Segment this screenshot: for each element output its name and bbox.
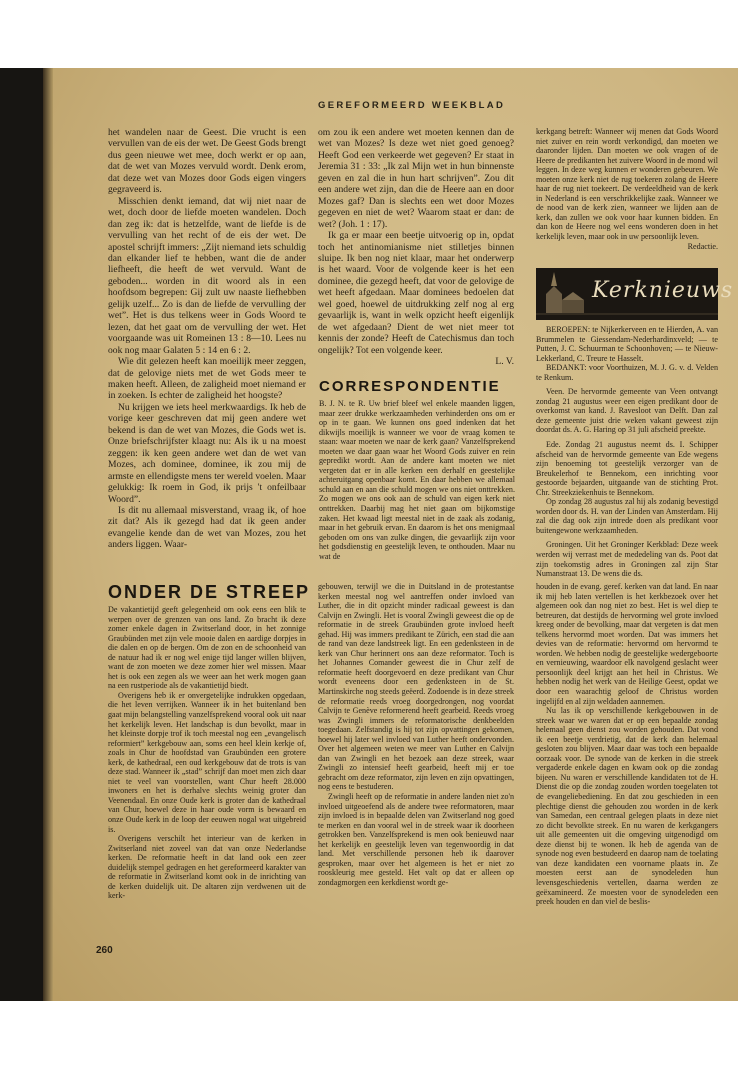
paragraph: Nu las ik op verschillende kerkgebouwen in de streek waar we waren dat er op een bepaalde zondag helemaal geen dienst zou worden gehouden. Dat vond ik een beetje verdrietig, dat de kerk dan helemaal gesloten zou blijven. Maar daar was toch een bepaalde oorzaak voor. De synode van de kerken in die streek vergaderde enkele dagen en kwam ook op die zondag bijeen. Nu waren er verschillende kandidaten tot de H. Dienst die op die zondag zouden worden toegelaten tot de evangeliebediening. En dat zou geschieden in een plechtige dienst die gehouden zou worden in de kerk van Samedan, een centraal gelegen plaats in deze niet zo dicht bevolkte streek. En nu waren de kerkgangers uit alle gemeenten uit die omgeving uitgenodigd om deze dienst bij te wonen. Ik heb de agenda van de synode nog even bestudeerd en daarop nam de toelating van deze kandidaten een voorname plaats in. Ze moesten eerst aan de synodeleden hun levensgeschiedenis vertellen, daarna werden ze geëxamineerd. Ze moesten voor de synodeleden een preek houden en dan viel de beslis- [536,706,718,907]
article-column-2 [318,127,514,368]
news-item: Ede. Zondag 21 augustus neemt ds. I. Schipper afscheid van de hervormde gemeente van Ede wegens zijn benoeming tot geestelijk verzorger van de Breukelerhof te Bennekom, een inrichting voor gestoorde bejaarden, uitgaande van de stichting Prot. Chr. Streekziekenhuis te Bennekom. [536,440,718,497]
kerknieuws-banner [536,268,734,320]
paragraph: Ik ga er maar een beetje uitvoerig op in, opdat toch het antinomianisme niet stilletjes binnen sluipe. Ik ben nog niet klaar, maar het onderwerp is het waard. Voor de volgende keer is het een dominee, die gezegd heeft, dat voor de gelovige de wet heeft afgedaan. Maar dominees bedoelen dat wel goed, hoewel de uitdrukking zelf nog al erg gevaarlijk is, want in welk opzicht heeft eigenlijk de wet afgedaan? Dient de wet niet meer tot kennis der zonde? Heeft de Catechismus dan toch ongelijk? Tot een volgende keer. [318,230,514,356]
paragraph: Overigens heb ik er onvergetelijke indrukken opgedaan, die het leven verrijken. Wanneer ik in het buitenland ben gaat mijn belangstelling vanzelfsprekend vooral ook uit naar het kerkelijk leven. Het landschap is dun bevolkt, maar in het kleinste dorpje trof ik toch meestal nog een „evangelisch reformiert” kerkgebouw aan, soms een heel klein kerkje of, zoals in Chur de hoofdstad van Graubünden een grotere kerk, de kathedraal, een oud kerkgebouw dat de trots is van deze stad. Wanneer ik „stad” schrijf dan moet men zich daar niet te veel van voorstellen, want Chur heeft 28.000 inwoners en het is derhalve slechts weinig groter dan Veenendaal. En onze Oude kerk is groter dan de kathedraal van Chur, hoewel deze in haar oude vorm is bewaard en onze Oude kerk in de loop der eeuwen nogal wat uitgebreid is. [108,690,306,834]
article-column-3 [536,127,718,251]
onder-column-1 [108,605,306,901]
paragraph: Wie dit gelezen heeft kan moeilijk meer zeggen, dat de gelovige niets met de wet Gods meer te maken heeft. Alleen, de zaligheid moet niemand er in zoeken. Is echter de zaligheid het hoogste? [108,356,306,402]
paragraph: kerkgang betreft: Wanneer wij menen dat Gods Woord niet zuiver en rein wordt verkondigd, dan moeten we daaronder lijden. Dan moeten we ook vragen of de Heere de predikanten het zuivere Woord in de mond wil leggen. In deze weg kunnen er wonderen gebeuren. We moeten onze kerk niet de rug toekeren zolang de Heere haar de rug niet toekeert. De verdeeldheid van de kerk in Nederland is een verschrikkelijke zaak. Wanneer we de nood van de kerk zien, wanneer we lijden aan de kerk, dan zullen we ook voor haar kunnen bidden. En dan kon de Heere nog wel eens wonderen doen in het kerkelijk leven, maar ook in uw persoonlijk leven. [536,127,718,242]
news-item: Veen. De hervormde gemeente van Veen ontvangt zondag 21 augustus weer een eigen predikant door de overkomst van kand. J. Ravesloot van Delft. Dan zal deze gemeente juist drie weken vakant geweest zijn doordat ds. A. G. Haring op 31 juli afscheid preekte. [536,387,718,435]
news-item: Op zondag 28 augustus zal hij als zodanig bevestigd worden door ds. H. van der Linden van Amsterdam. Hij zal die dag ook zijn intrede doen als predikant voor buitengewone werkzaamheden. [536,497,718,535]
paragraph: Misschien denkt iemand, dat wij niet naar de wet, doch door de liefde moeten wandelen. Doch dan zeg ik: dat is hetzelfde, want de liefde is de vervulling van het recht of de eis der wet. De apostel schrijft immers: „Zijt niemand iets schuldig dan elkander lief te hebben, want die de ander liefheeft, die heeft de wet vervuld. Want de geboden... worden in dit woord als in een hoofdsom begrepen: Gij zult uw naaste liefhebben gelijk uzelf... Zo is dan de liefde de vervulling der wet”. Het is dus telkens weer in Gods Woord te lezen, dat het gaat om de vervulling der wet. Het voorgaande was uit Romeinen 13 : 8—10. Lees nu ook nog maar Galaten 5 : 14 en 6 : 2. [108,195,306,356]
running-header: GEREFORMEERD WEEKBLAD [318,100,506,111]
paragraph: het wandelen naar de Geest. Die vrucht is een vervullen van de eis der wet. De Geest Gods brengt dus geen nieuwe wet mee, doch werkt er op aan, dat de wet van Mozes vervuld wordt. Denk erom, dat deze wet van Mozes door Gods eigen vingers gegraveerd is. [108,127,306,196]
correspondentie-text [319,399,515,561]
onder-column-2 [318,582,514,888]
onder-de-streep-heading: ONDER DE STREEP [108,582,311,602]
paragraph: Nu krijgen we iets heel merkwaardigs. Ik heb de vorige keer geschreven dat mij geen andere wet bekend is dan de wet van Mozes, die Gods wet is. Onze briefschrijfster klaagt nu: Als ik u na moest zeggen: ik ken geen andere wet dan de wet van Mozes, ach dominee, dominee, ik zou mij de armste en ellendigste mens ter wereld voelen. Maar gelukkig: Ik roem in God, ik prijs 't onfeilbaar Woord”. [108,401,306,505]
correspondentie-heading: CORRESPONDENTIE [319,378,501,395]
paragraph: houden in de evang. geref. kerken van dat land. En naar ik mij heb laten vertellen is het kerkbezoek over het algemeen ook dan nog niet zo best. Het is wel diep te betreuren, dat destijds de hervorming wel grote invloed kreeg onder de bevolking, maar dat vergeten is dat men telkens hervormd moet worden. Dat was immers het devies van de reformatie: hervormd om hervormd te worden. We hebben nodig de geestelijke wedergeboorte en vernieuwing, waardoor elk navolgend geslacht weer persoonlijk deel krijgt aan het heil in Christus. We hebben nodig het werk van de Heilige Geest, opdat we door een waarachtig geloof de Christus worden ingelijfd en al zijn weldaden aannemen. [536,582,718,706]
news-item: BEDANKT: voor Voorthuizen, M. J. G. v. d. Velden te Renkum. [536,363,718,382]
kerknieuws-title: Kerknieuws [592,278,734,303]
page-number: 260 [96,945,113,956]
news-item: Groningen. Uit het Groninger Kerkblad: Deze week werden wij verrast met de mededeling van ds. Poot dat zijn toekomstig adres in Groningen zal zijn Star Numanstraat 13. De wens die ds. [536,540,718,579]
onder-column-3 [536,582,718,907]
author-signature: L. V. [495,356,514,368]
paragraph: B. J. N. te R. Uw brief bleef wel enkele maanden liggen, maar zeer drukke werkzaamheden verhinderden ons om er op in te gaan. We kunnen ons goed indenken dat het dikwijls moeilijk is wanneer we voor de vraag komen te staan: waar moeten we naar de kerk gaan? Vanzelfsprekend moeten we daar gaan waar het Woord Gods zuiver en rein gepredikt wordt. Aan de andere kant moeten we niet vergeten dat er in alle kerken een derhalf en geestelijke achteruitgang openbaar komt. En daar hebben we allemaal schuld aan en aan die schuld mogen we ons niet onttrekken. Zo mogen we ons ook aan de schuld van eigen kerk niet onttrekken. Daarbij mag het niet gaan om bijkomstige zaken. Het kwaad ligt meestal niet in de zaak als zodanig, maar in het gebruik ervan. En daarom is het ons menigmaal geboden om ons van zulke dingen, die gevaarlijk zijn voor het godsdienstig en geestelijk leven, te onthouden. Maar nu wat de [319,399,515,561]
article-column-1 [108,127,306,551]
paragraph: Overigens verschilt het interieur van de kerken in Zwitserland niet zoveel van dat van onze Nederlandse kerken. De reformatie heeft in dat land ook een zeer duidelijk stempel gedragen en het gereformeerd karakter van de reformatie in Zwitserland komt ook in de inrichting van de kerken duidelijk uit. De altaren zijn verdwenen uit de kerk- [108,834,306,901]
paragraph: gebouwen, terwijl we die in Duitsland in de protestantse kerken meestal nog wel aantreffen onder invloed van Luther, die in dit opzicht minder radicaal geweest is dan Calvijn en Zwingli. Het is vooral Zwingli geweest die op de reformatie in de streek Graubünden grote invloed heeft gehad. Hij was immers predikant te Zürich, een stad die aan de rand van deze landstreek ligt. En een gedenksteen in de kerk van Chur herinnert ons aan deze reformator. Toch is het Johannes Comander geweest die in Chur zelf de reformatie heeft doorgevoerd en deze predikant van Chur wordt eveneens door een gedenksteen in de St. Martinskirche nog steeds geëerd. Zodoende is in deze streek de reformatie reeds vroeg doorgedrongen, nog voordat Calvijn te Genève reformerend heeft gearbeid. Reeds vroeg was Zwingli immers de reformatorische denkbeelden toegedaan. Zelfstandig is hij tot zijn opvattingen gekomen, hoewel hij later wel invloed van Luther heeft ondervonden. Over het algemeen weten we meer van Luther en Calvijn dan van Zwingli en het bezoek aan deze streek, waar Zwingli zo intensief heeft gearbeid, heeft mij er toe gebracht om deze reformator, zijn leven en zijn opvattingen, nog eens te bestuderen. [318,582,514,792]
redactie-signature: Redactie. [687,241,718,251]
paragraph: Is dit nu allemaal misverstand, vraag ik, of hoe zit dat? Als ik gezegd had dat ik geen ander evangelie kende dan de wet van Mozes, zou het anders liggen. Waar- [108,504,306,551]
paragraph: om zou ik een andere wet moeten kennen dan de wet van Mozes? Is deze wet niet goed genoeg? Heeft God een verkeerde wet gegeven? Er staat in Jeremia 31 : 33: „Ik zal Mijn wet in hun binnenste geven en zal die in hun hart schrijven”. Zou dit een andere wet zijn, dan die de Heere aan en door Mozes gaf? Dan is slechts een wet door Mozes gegeven en niet de wet? Waarom staat er dan: de wet? (Joh. 1 : 17). [318,127,514,230]
page-binding-edge [43,68,53,1001]
paragraph: De vakantietijd geeft gelegenheid om ook eens een blik te werpen over de grenzen van ons land. Zo bracht ik deze zomer enkele dagen in Zwitserland door, in het zonnige Graubünden met zijn vele mooie dalen en aardige dorpjes in die dalen en op de bergen. Om de zon en de schoonheid van de natuur had ik er nog wel enige tijd langer willen blijven, want de zon moeten we deze zomer hier wel missen. Maar het is ook een zegen als we weer aan het werk mogen gaan na een rustperiode als de vakantietijd biedt. [108,605,306,691]
news-item: BEROEPEN: te Nijkerkerveen en te Hierden, A. van Brummelen te Giessendam-Nederhardinxveld; — te Putten, J. C. Schuurman te Schoonhoven; — te Nieuw-Lekkerland, C. Treure te Hasselt. [536,325,718,363]
paragraph: Zwingli heeft op de reformatie in andere landen niet zo'n invloed uitgeoefend als de andere twee reformatoren, maar zijn invloed is in bepaalde delen van Zwitserland nog goed te merken en dan vooral wel in de streek waar ik doorheen getrokken ben. Vanzelfsprekend is men ook benieuwd naar het kerkelijk en geestelijk leven van tegenwoordig in dat land. Met verschillende personen heb ik daarover gesproken, maar over het algemeen is het er niet zo rooskleurig mee gesteld. Het valt op dat er alleen op zondagmorgen een kerkdienst wordt ge- [318,792,514,887]
kerknieuws-column [536,325,718,579]
